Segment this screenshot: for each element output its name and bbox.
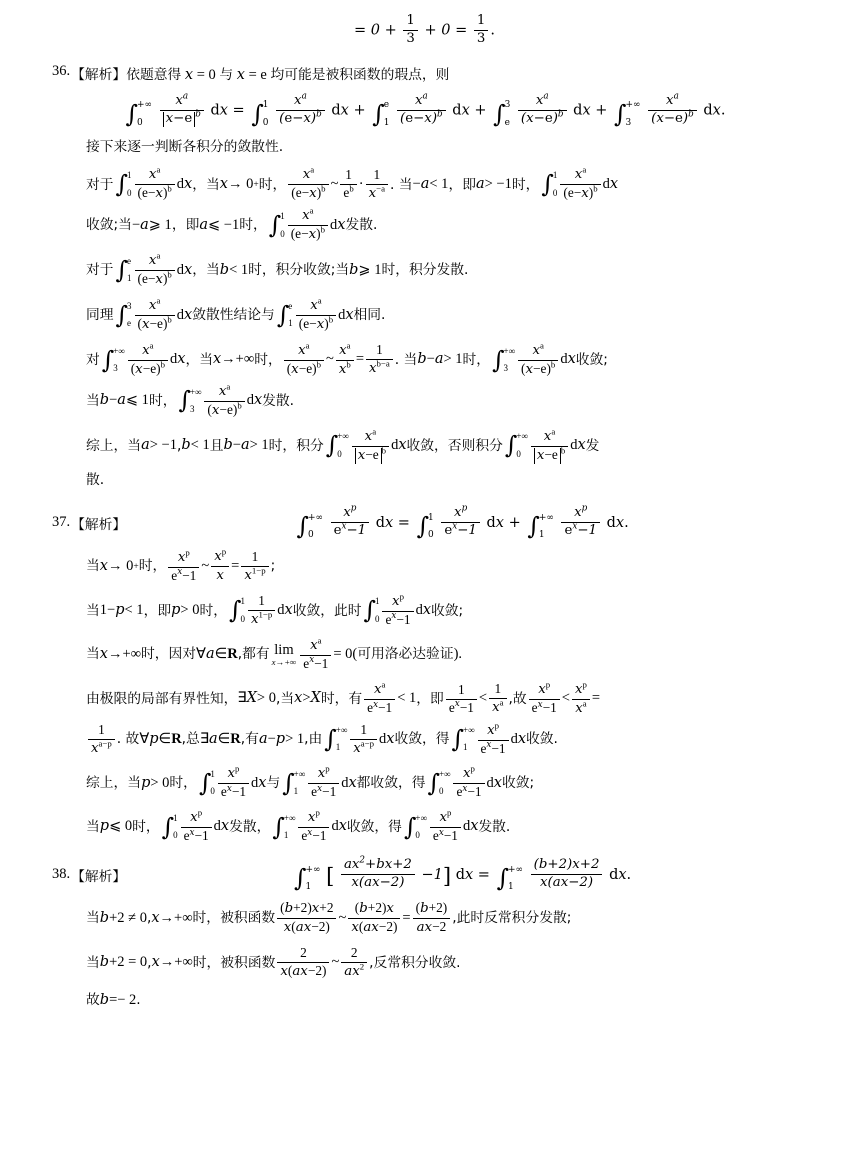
text-36-6b: 当 b − a ⩽ 1 时， ∫ +∞ 3 $\frac{x^a}{(x-e)^b}$ d x 发散.: [86, 381, 295, 418]
problem-37-tag: 【解析】: [71, 516, 127, 533]
text-36-4: 对于 ∫ e 1 $\frac{x^a}{(e-x)^b}$ d x ，当 b < 1 时，积分收敛;当 b ⩾ 1 时，积分发散.: [86, 250, 469, 288]
text-36-2: 接下来逐一判断各积分的敛散性.: [86, 138, 284, 155]
text-36-7b: 散.: [86, 471, 105, 488]
problem-37: [52, 503, 797, 541]
problem-36: [52, 63, 797, 84]
text-36-6a: 对 ∫ +∞ 3 $\frac{x^a}{(x-e)^b}$ d x ，当 x →+∞ 时， $\frac{x^a}{(x-e)^b}$ ~ $\frac{x^a}{x^b}$ = $\frac{1}{x^{b-a}}$ . 当 b − a > 1 时， ∫ +∞ 3 $\frac{x^a}{(x-e)^b}$ d x 收敛;: [86, 340, 608, 377]
problem-37-number: 37.: [52, 514, 71, 531]
problem-38-number: 38.: [52, 866, 71, 883]
problem-38-tag: 【解析】: [71, 868, 127, 885]
text-36-5: 同理 ∫ 3 e $\frac{x^a}{(x-e)^b}$ d x 敛散性结论与 ∫ e 1 $\frac{x^a}{(e-x)^b}$ d x 相同.: [86, 295, 386, 332]
carryover-equation: = 0 + $\frac{1}{3}$ + 0 = $\frac{1}{3}$ .: [354, 13, 495, 46]
text-38-2: 当 b +2 ≠ 0 , x →+∞ 时，被积函数 $\frac{(b+2)x+2}{x(ax-2)}$ ~ $\frac{(b+2)x}{x(ax-2)}$ = $\frac{(b+2)}{ax-2}$ ,此时反常积分发散;: [86, 900, 572, 936]
text-38-4: 故 b =− 2 .: [86, 991, 141, 1009]
text-37-5b: $\frac{1}{x^{a-p}}$ . 故 ∀ p ∈ R ,总 ∃ a ∈ R ,有 a − p > 1 ,由 ∫ +∞ 1 $\frac{1}{x^{a-p}}$ d x 收敛，得 ∫ +∞ 1 $\frac{x^p}{e^x-1}$ d x 收敛.: [52, 723, 797, 757]
eq-36-1: ∫ +∞ 0 $\frac{x^a}{x-e ^b}$ dx = ∫ 1 0 $\frac{x^a}{(e-x)^b}$ dx + ∫ e 1 $\frac{x^a}{(e-x)^b}$ dx + ∫ 3 e $\frac{x^a}{(x-e)^b}$ dx + ∫ +∞ 3 $\frac{x^a}{(x-e)^b}$ dx.: [125, 91, 726, 129]
problem-36-number: 36.: [52, 62, 71, 79]
text-37-4: 当 x →+∞ 时，因对 ∀ a ∈ R ,都有 lim x→+∞ $\frac{x^a}{e^x-1}$ = 0( 可用洛必达验证 ).: [86, 635, 463, 671]
problem-36-tag: 【解析】: [71, 66, 127, 83]
text-38-3: 当 b +2 = 0 , x →+∞ 时，被积函数 $\frac{2}{x(ax-2)}$ ~ $\frac{2}{ax^2}$ ,反常积分收敛.: [86, 944, 461, 979]
text-36-3a: 对于 ∫ 1 0 $\frac{x^a}{(e-x)^b}$ d x ，当 x → 0 + 时， $\frac{x^a}{(e-x)^b}$ ~ $\frac{1}{e^b}$ · $\frac{1}{x^{-a}}$ . 当 − a < 1 ，即 a > −1 时， ∫ 1 0 $\frac{x^a}{(e-x)^b}$ d x: [86, 164, 619, 202]
text-37-2: 当 x → 0 + 时， $\frac{x^p}{e^x-1}$ ~ $\frac{x^p}{x}$ = $\frac{1}{x^{1-p}}$ ;: [86, 546, 276, 584]
text-36-7a: 综上，当 a > −1 , b < 1 且 b − a > 1 时，积分 ∫ +∞ 0 $\frac{x^a}{x-e ^b}$ d x 收敛，否则积分 ∫ +∞ 0 $\frac{x^a}{x-e ^b}$ d x 发: [86, 426, 600, 463]
text-37-3: 当 1− p < 1 ，即 p > 0 时， ∫ 1 0 $\frac{1}{x^{1-p}}$ d x 收敛，此时 ∫ 1 0 $\frac{x^p}{e^x-1}$ d x 收敛;: [86, 591, 464, 627]
eq-38-1: ∫ +∞ 1 [ $\frac{ax^2+bx+2}{x(ax-2)}$ −1] dx = ∫ +∞ 1 $\frac{(b+2)x+2}{x(ax-2)}$ dx.: [294, 855, 632, 893]
text-37-5a: 由极限的局部有界性知， ∃ X > 0 ,当 x > X 时，有 $\frac{x^a}{e^x-1}$ < 1 ，即 $\frac{1}{e^x-1}$ < $\frac{1}{x^a}$ ,故 $\frac{x^p}{e^x-1}$ < $\frac{x^p}{x^a}$ =: [86, 679, 601, 716]
text-36-3b: 收敛;当 − a ⩾ 1 ，即 a ⩽ −1 时， ∫ 1 0 $\frac{x^a}{(e-x)^b}$ d x 发散.: [86, 205, 378, 243]
text-37-6: 综上，当 p > 0 时， ∫ 1 0 $\frac{x^p}{e^x-1}$ d x 与 ∫ +∞ 1 $\frac{x^p}{e^x-1}$ d x 都收敛，得 ∫ +∞ 0 $\frac{x^p}{e^x-1}$ d x 收敛;: [86, 764, 535, 800]
eq-37-1: ∫ +∞ 0 $\frac{x^p}{e^x-1}$ dx = ∫ 1 0 $\frac{x^p}{e^x-1}$ dx + ∫ +∞ 1 $\frac{x^p}{e^x-1}$ dx.: [296, 503, 629, 541]
problem-36-lead: 依题意得 x = 0 与 x = e 均可能是被积函数的瑕点，则: [126, 66, 450, 83]
text-37-7: 当 p ⩽ 0 时， ∫ 1 0 $\frac{x^p}{e^x-1}$ d x 发散， ∫ +∞ 1 $\frac{x^p}{e^x-1}$ d x 收敛，得 ∫ +∞ 0 $\frac{x^p}{e^x-1}$ d x 发散.: [86, 807, 511, 844]
problem-38: [52, 855, 797, 893]
